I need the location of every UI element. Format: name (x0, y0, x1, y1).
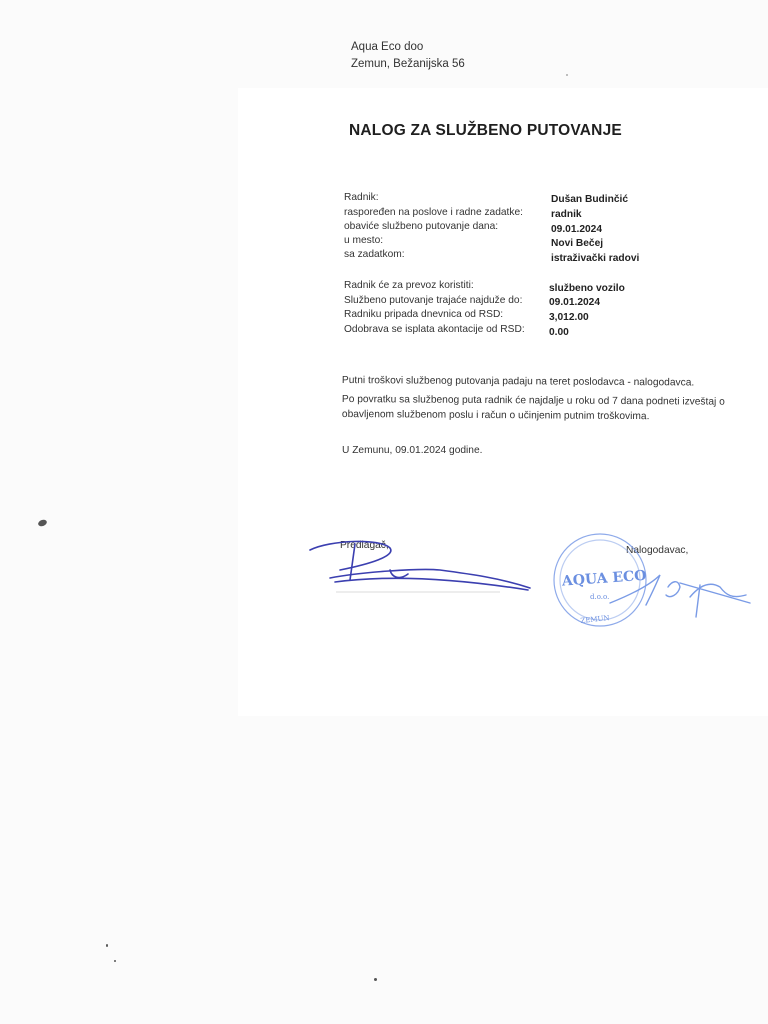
scan-speck (106, 944, 108, 947)
value-prevoz: službeno vozilo (549, 283, 625, 294)
label-trajanje: Službeno putovanje trajaće najduže do: (344, 295, 523, 306)
stamp-suffix: d.o.o. (590, 593, 610, 601)
value-dnevnica: 3,012.00 (549, 312, 589, 323)
label-dnevnica: Radniku pripada dnevnica od RSD: (344, 309, 504, 320)
stamp-city: ZEMUN (580, 614, 610, 626)
value-rasporeden: radnik (551, 209, 582, 220)
report-paragraph-line2: obavljenom službenom poslu i račun o učinjenim putnim troškovima. (341, 408, 650, 423)
scan-speck (114, 960, 116, 962)
scan-speck (374, 978, 377, 981)
authorizer-label: Nalogodavac, (626, 545, 689, 556)
company-address: Zemun, Bežanijska 56 (351, 58, 465, 70)
value-dana: 09.01.2024 (551, 224, 602, 235)
value-trajanje: 09.01.2024 (549, 297, 600, 308)
company-name: Aqua Eco doo (351, 41, 424, 53)
value-mesto: Novi Bečej (551, 238, 604, 249)
scan-speck (37, 519, 48, 528)
label-prevoz: Radnik će za prevoz koristiti: (344, 280, 474, 291)
proposer-label: Predlagač, (340, 540, 389, 551)
stamp-name: AQUA ECO (561, 567, 647, 590)
label-zadatak: sa zadatkom: (344, 249, 405, 260)
value-zadatak: istraživački radovi (551, 253, 640, 264)
document-title: NALOG ZA SLUŽBENO PUTOVANJE (349, 122, 622, 139)
report-paragraph-line1: Po povratku sa službenog puta radnik će najdalje u roku od 7 dana podneti izveštaj o (341, 393, 725, 408)
value-radnik: Dušan Budinčić (551, 194, 628, 205)
costs-paragraph: Putni troškovi službenog putovanja padaju na teret poslodavca - nalogodavca. (341, 374, 695, 389)
proposer-signature (300, 530, 540, 600)
label-dana: obaviće službeno putovanje dana: (344, 221, 499, 232)
value-akontacija: 0.00 (549, 327, 569, 338)
label-akontacija: Odobrava se isplata akontacije od RSD: (344, 324, 525, 335)
label-radnik: Radnik: (344, 192, 379, 203)
place-date: U Zemunu, 09.01.2024 godine. (342, 445, 483, 456)
label-rasporeden: raspoređen na poslove i radne zadatke: (344, 207, 523, 218)
label-mesto: u mesto: (344, 235, 384, 246)
scan-speck (566, 74, 568, 76)
company-stamp (550, 525, 760, 635)
